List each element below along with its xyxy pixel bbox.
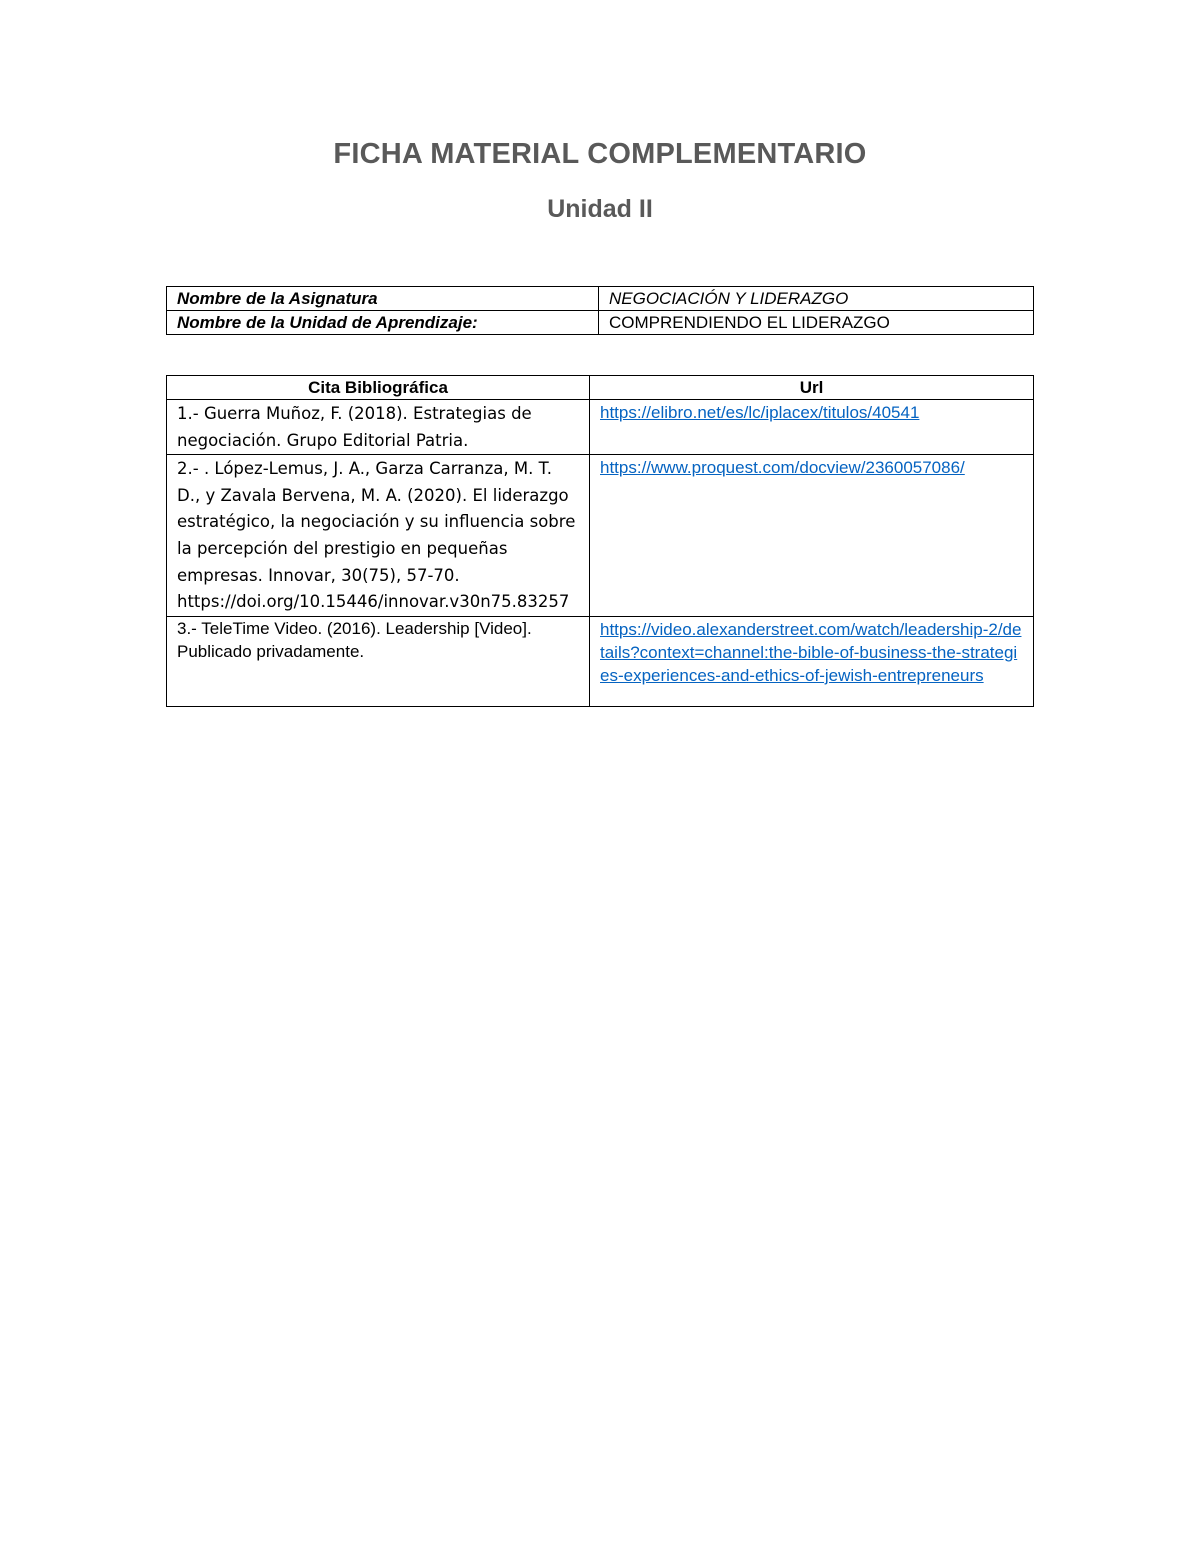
subject-info-table [166, 286, 1034, 335]
url-cell [590, 616, 1034, 706]
unit-value: COMPRENDIENDO EL LIDERAZGO [599, 311, 1034, 335]
bibliography-table [166, 375, 1034, 707]
table-row [167, 455, 1034, 617]
bibliography-header-row [167, 376, 1034, 400]
citation-cell: 2.- . López-Lemus, J. A., Garza Carranza, M. T. D., y Zavala Bervena, M. A. (2020). El liderazgo estratégico, la negociación y su influencia sobre la percepción del prestigio en pequeñas empresas. Innovar, 30(75), 57-70. https://doi.org/10.15446/innovar.v30n75.83257 [167, 455, 590, 617]
subject-label: Nombre de la Asignatura [167, 287, 599, 311]
url-link[interactable]: https://elibro.net/es/lc/iplacex/titulos/40541 [600, 403, 920, 422]
url-cell [590, 455, 1034, 617]
table-row [167, 400, 1034, 455]
citation-cell: 3.- TeleTime Video. (2016). Leadership [Video]. Publicado privadamente. [167, 616, 590, 706]
url-link[interactable]: https://www.proquest.com/docview/2360057086/ [600, 458, 965, 478]
subject-row [167, 287, 1034, 311]
citation-column-header: Cita Bibliográfica [167, 376, 590, 400]
unit-row [167, 311, 1034, 335]
page-title: FICHA MATERIAL COMPLEMENTARIO [333, 138, 867, 170]
citation-cell: 1.- Guerra Muñoz, F. (2018). Estrategias de negociación. Grupo Editorial Patria. [167, 400, 590, 455]
url-link[interactable]: https://video.alexanderstreet.com/watch/leadership-2/details?context=channel:the-bible-of-business-the-strategies-experiences-and-ethics-of-jewish-entrepreneurs [600, 619, 1022, 685]
subject-value: NEGOCIACIÓN Y LIDERAZGO [599, 287, 1034, 311]
unit-label: Nombre de la Unidad de Aprendizaje: [167, 311, 599, 335]
page-subtitle: Unidad II [547, 195, 653, 223]
url-column-header: Url [590, 376, 1034, 400]
table-row [167, 616, 1034, 706]
url-cell [590, 400, 1034, 455]
